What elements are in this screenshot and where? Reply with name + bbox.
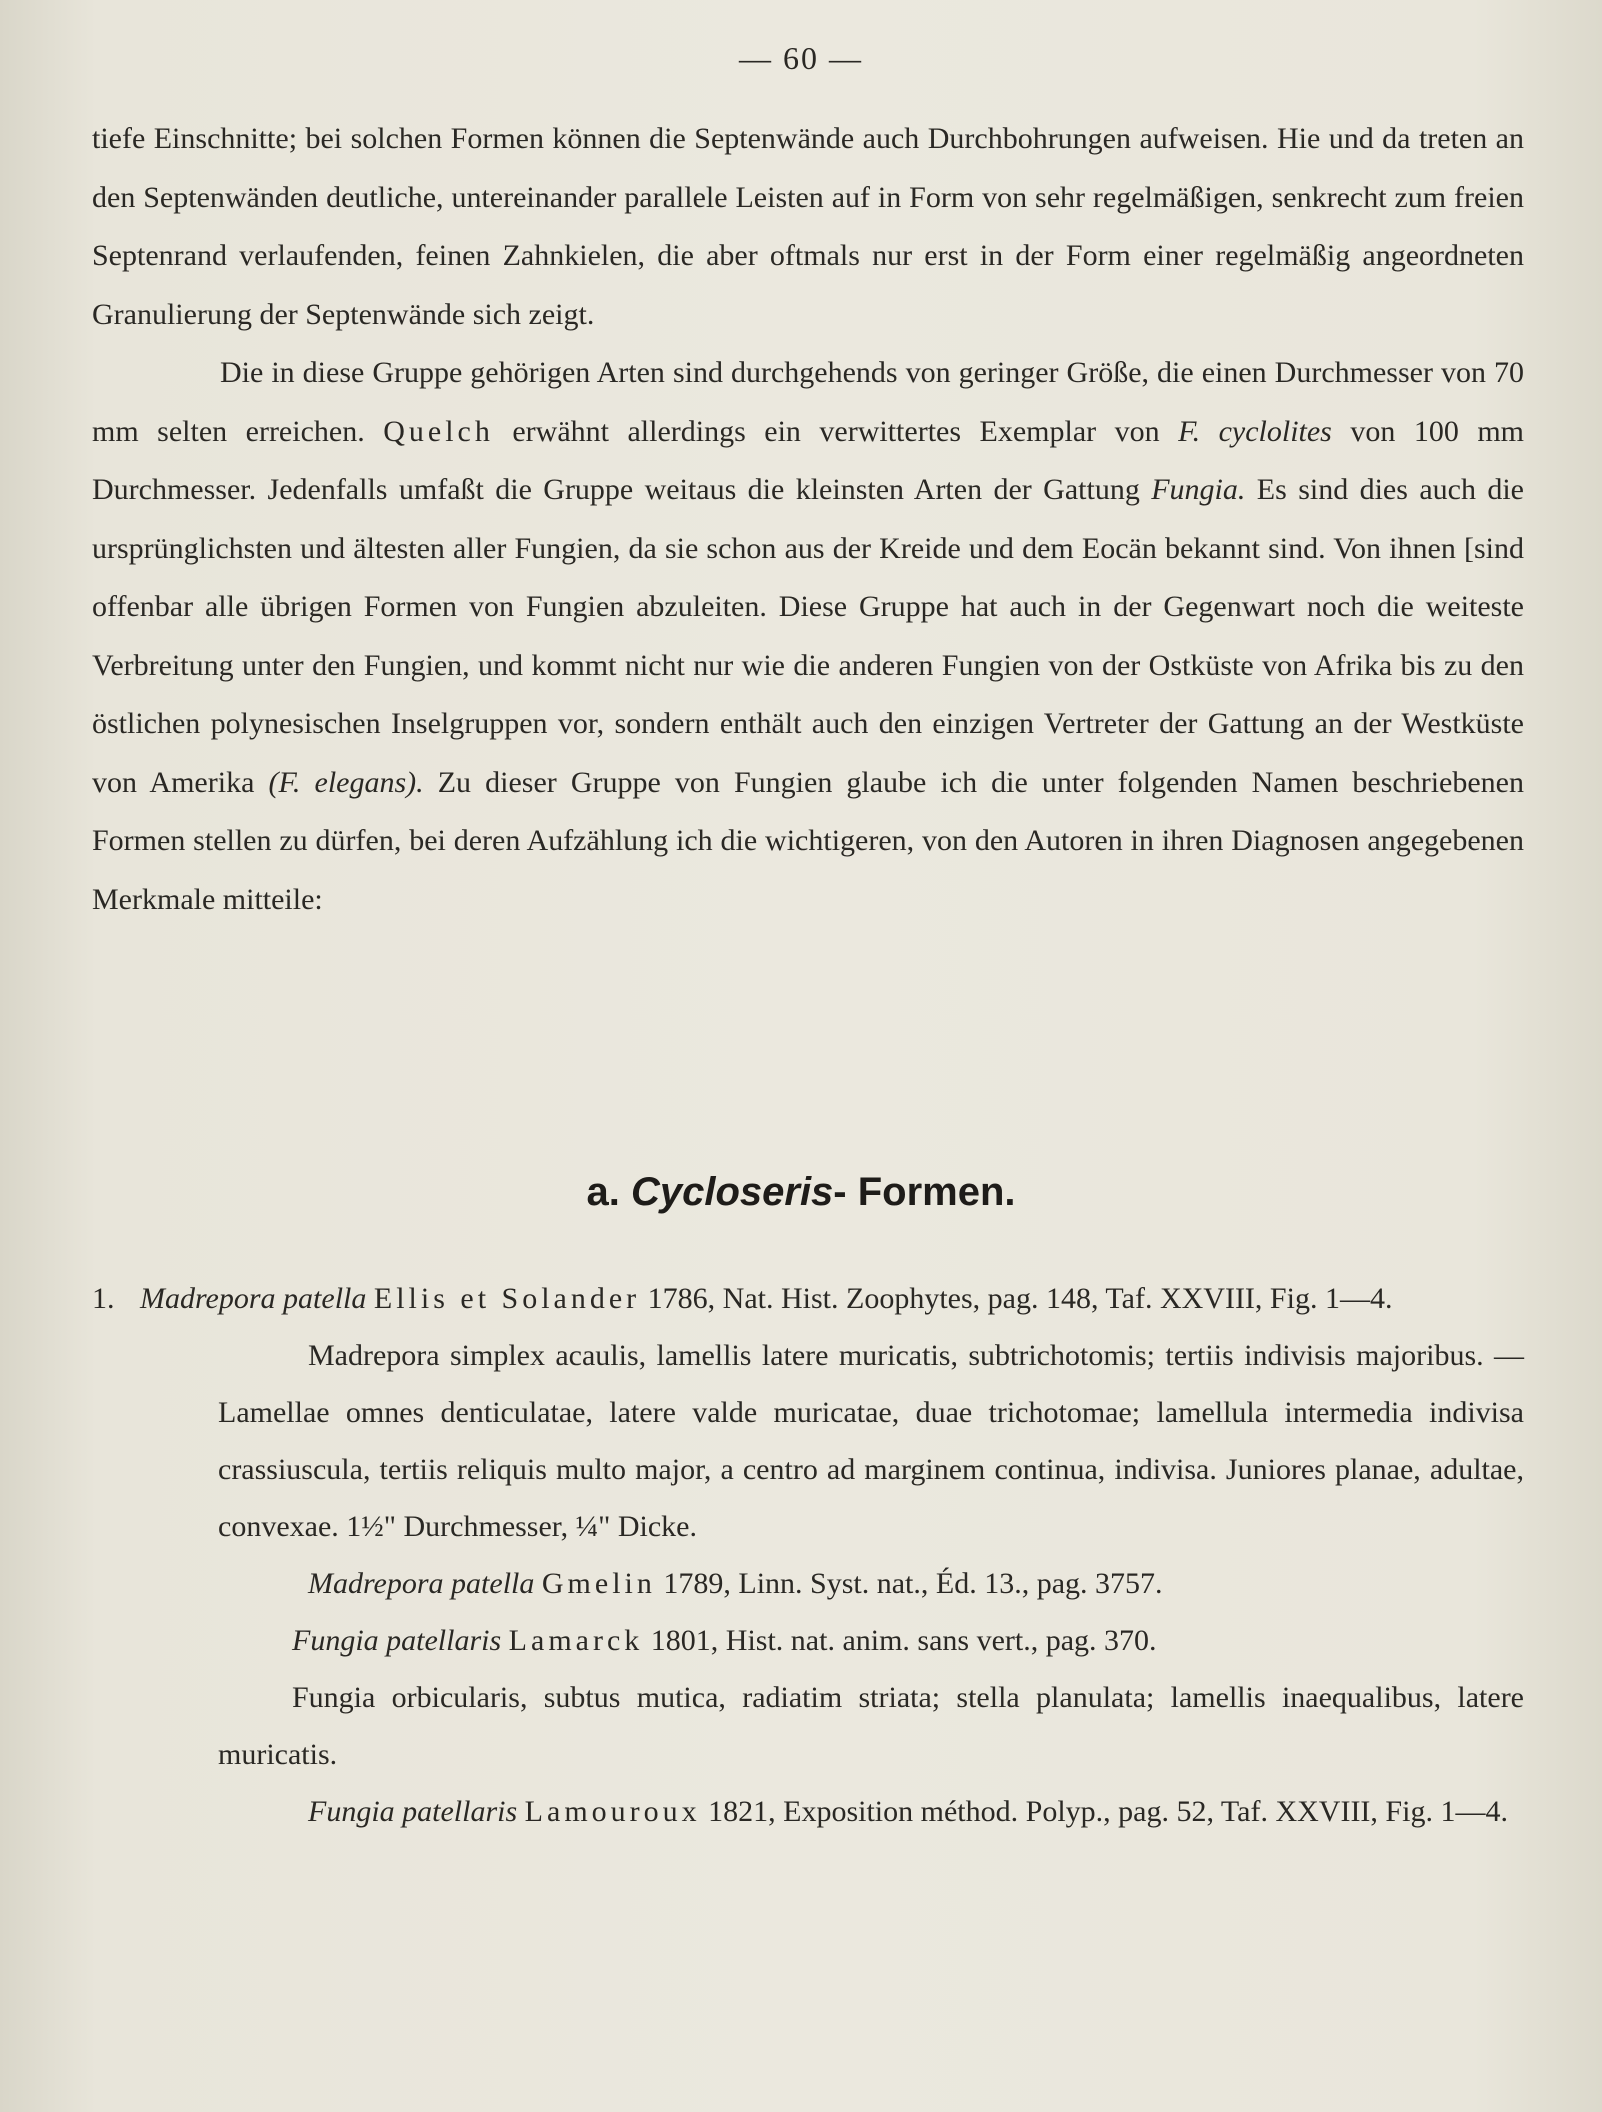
section-prefix: a.	[586, 1170, 620, 1214]
author-name: Gmelin	[541, 1567, 656, 1600]
synonym-gmelin	[92, 1555, 1524, 1612]
text-run: Die in diese Gruppe gehörigen Arten sind durchgehends von geringer Größe, die einen Durchmesser von 70 mm selten erreichen.	[92, 356, 1524, 448]
entry-heading	[92, 1270, 1524, 1327]
species-name: F. cyclolites	[1178, 414, 1332, 448]
species-name: (F. elegans).	[268, 765, 424, 799]
author-name: Lamarck	[508, 1624, 644, 1657]
reference: 1821, Exposition méthod. Polyp., pag. 52, Taf. XXVIII, Fig. 1—4.	[700, 1795, 1508, 1828]
author-name: Quelch	[383, 414, 494, 448]
species-entries	[92, 1270, 1524, 1840]
taxon-name: Madrepora patella	[308, 1567, 535, 1600]
body-text	[92, 110, 1524, 929]
taxon-name: Madrepora patella	[140, 1282, 367, 1315]
lamarck-description: Fungia orbicularis, subtus mutica, radiatim striata; stella planulata; lamellis inaequalibus, latere muricatis.	[218, 1681, 1524, 1771]
genus-name: Fungia.	[1151, 473, 1246, 506]
paragraph-continuation: tiefe Einschnitte; bei solchen Formen können die Septenwände auch Durchbohrungen aufweisen. Hie und da treten an den Septenwänden deutliche, untereinander parallele Leisten auf in Form von sehr regelmäßigen, senkrecht zum freien Septenrand verlaufenden, feinen Zahnkielen, die aber oftmals nur erst in der Form einer regelmäßig angeordneten Granulierung der Septenwände sich zeigt.	[92, 122, 1524, 331]
section-heading	[0, 1170, 1602, 1215]
synonym-lamarck	[92, 1612, 1524, 1669]
text-run: von 100 mm Durchmesser. Jedenfalls umfaßt die Gruppe weitaus die kleinsten Arten der Gattung	[92, 414, 1525, 506]
taxon-name: Fungia patellaris	[292, 1624, 502, 1657]
taxon-name: Fungia patellaris	[308, 1795, 518, 1828]
reference: 1789, Linn. Syst. nat., Éd. 13., pag. 3757.	[655, 1567, 1163, 1600]
latin-description: Madrepora simplex acaulis, lamellis latere muricatis, subtrichotomis; tertiis indivisis majoribus. — Lamellae omnes denticulatae, latere valde muricatae, duae trichotomae; lamellula intermedia indivisa crassiuscula, tertiis reliquis multo major, a centro ad marginem continua, indivisa. Juniores planae, adultae, convexae. 1½" Durchmesser, ¼" Dicke.	[218, 1339, 1524, 1543]
reference: 1801, Hist. nat. anim. sans vert., pag. 370.	[643, 1624, 1157, 1657]
text-run: erwähnt allerdings ein verwittertes Exemplar von	[493, 414, 1179, 448]
paragraph-group-description	[92, 344, 1524, 929]
page-number: — 60 —	[739, 40, 863, 76]
author-name: Lamouroux	[524, 1795, 701, 1828]
section-genus: Cycloseris	[630, 1170, 834, 1214]
text-run: Zu dieser Gruppe von Fungien glaube ich die unter folgenden Namen beschriebenen Formen stellen zu dürfen, bei deren Aufzählung ich die wichtigeren, von den Autoren in ihren Diagnosen angegebenen Merkmale mitteile:	[92, 765, 1524, 916]
author-name: Ellis et Solander	[373, 1282, 641, 1315]
synonym-lamouroux	[92, 1783, 1524, 1840]
entry-number: 1.	[92, 1282, 115, 1315]
text-run: Es sind dies auch die ursprünglichsten und ältesten aller Fungien, da sie schon aus der Kreide und dem Eocän bekannt sind. Von ihnen [sind offenbar alle übrigen Formen von Fungien abzuleiten. Diese Gruppe hat auch in der Gegenwart noch die weiteste Verbreitung unter den Fungien, und kommt nicht nur wie die anderen Fungien von der Ostküste von Afrika bis zu den östlichen polynesischen Inselgruppen vor, sondern enthält auch den einzigen Vertreter der Gattung an der Westküste von Amerika	[92, 473, 1524, 799]
reference: 1786, Nat. Hist. Zoophytes, pag. 148, Taf. XXVIII, Fig. 1—4.	[640, 1282, 1393, 1315]
section-suffix: - Formen.	[833, 1170, 1016, 1214]
